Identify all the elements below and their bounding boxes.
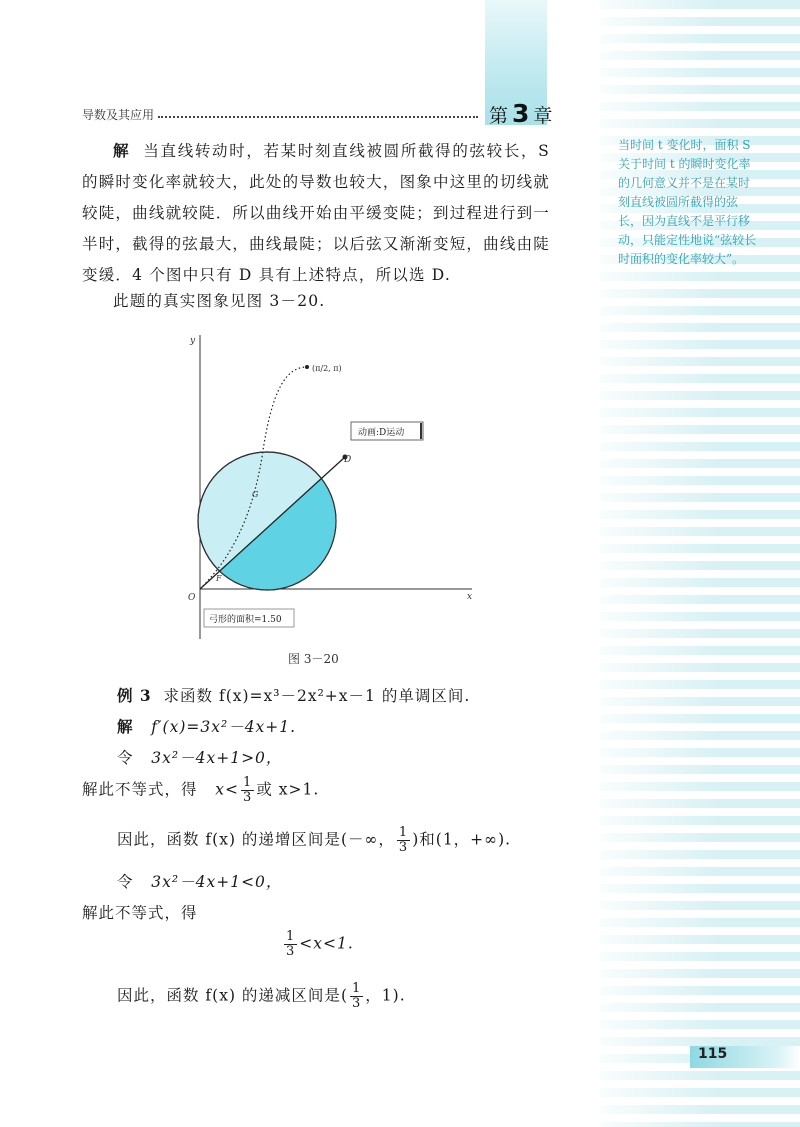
x-axis-label: x [467,592,472,602]
y-axis-label: y [190,336,196,346]
area-readout-text: 弓形的面积=1.50 [209,615,282,625]
solution-1: 解此不等式，得 x< $\frac{1}{3}$ 或 x>1. [82,775,320,805]
inequality-2: 令 3x²－4x+1<0， [117,873,283,891]
solution-paragraph [82,135,550,291]
example-text: 求函数 f(x)=x³－2x²+x－1 的单调区间. [163,687,471,705]
section-title: 导数及其应用 [82,108,155,122]
example-label: 例 3 [117,686,152,705]
origin-label: O [188,593,196,603]
inequality-1: 令 3x²－4x+1>0， [117,749,283,767]
chapter-label: 第 3 章 [489,99,553,128]
increasing-interval: 因此，函数 f(x) 的递增区间是(－∞， $\frac{1}{3}$ )和(1，+∞). [117,825,512,855]
solution-text: 当直线转动时，若某时刻直线被圆所截得的弦较长，S 的瞬时变化率就较大，此处的导数也较大，图象中这里的切线就较陡，曲线就较陡．所以曲线开始由平缓变陡；到过程进行到一半时，截得的弦最大，曲线最陡；以后弦又渐渐变短，曲线由陡变缓．4 个图中只有 D 具有上述特点，所以选 D. [82,142,550,284]
point-f-label: F [216,574,222,583]
solution-label: 解 [113,141,131,160]
fraction-one-third: $\frac{1}{3}$ [243,775,253,805]
animate-button-label: 动画:D运动 [358,428,405,438]
solution-2: $\frac{1}{3}$ <x<1. [286,929,354,959]
side-note: 当时间 t 变化时，面积 S 关于时间 t 的瞬时变化率的几何意义并不是在某时刻直线被圆所截得的弦长，因为直线不是平行移动，只能定性地说“弦较长时面积的变化率较大”。 [618,138,757,266]
figure-reference: 此题的真实图象见图 3－20. [113,292,326,310]
decreasing-interval: 因此，函数 f(x) 的递减区间是( $\frac{1}{3}$ ，1). [117,981,406,1011]
page-number: 115 [698,1046,728,1062]
solution-2-prefix: 解此不等式，得 [82,904,198,922]
point-d-label: D [344,455,352,465]
chapter-number: 3 [512,99,530,128]
figure-caption: 图 3－20 [288,652,339,666]
derivative-line: 解 f′(x)=3x²－4x+1. [117,717,297,736]
example-3 [117,684,470,706]
end-point-label: (π/2, π) [312,364,342,373]
header-leader-dots [158,104,478,118]
end-point [305,365,309,369]
point-g-label: G [252,490,259,499]
figure-3-20 [162,327,472,647]
